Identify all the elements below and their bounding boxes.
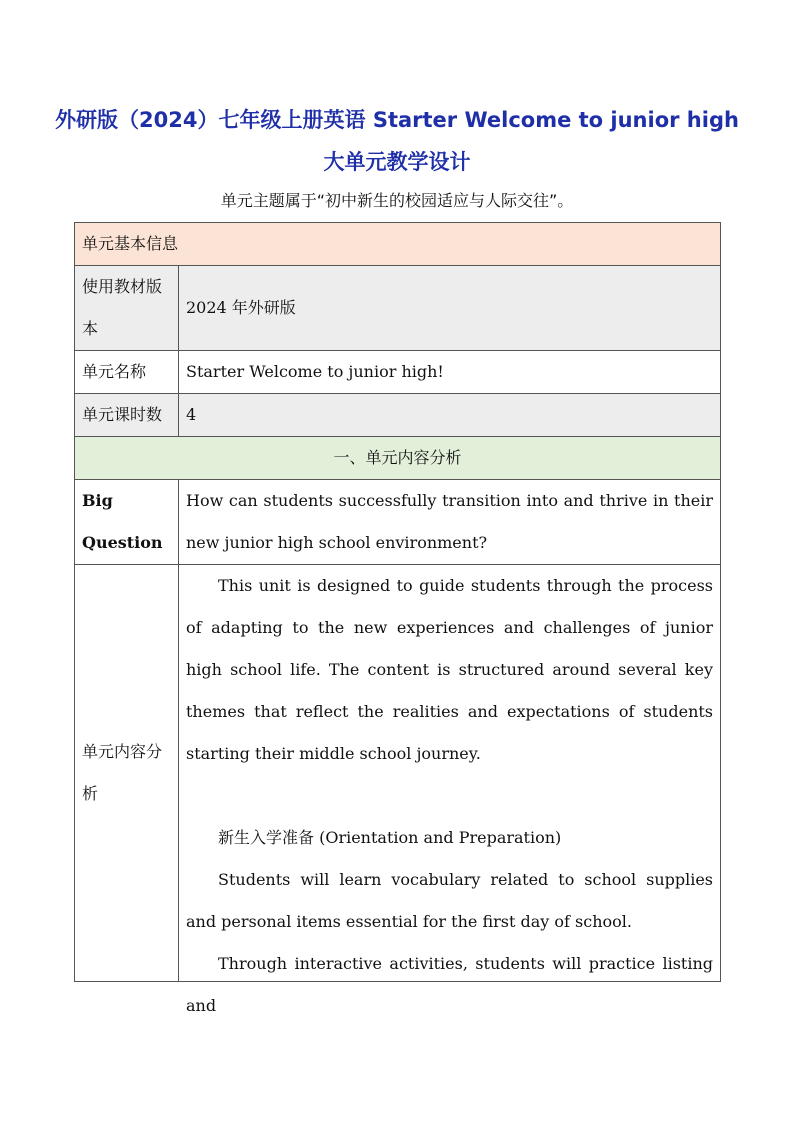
table-row-big-question — [75, 480, 721, 565]
table-row-hours — [75, 394, 721, 437]
table-section-header-row — [75, 223, 721, 266]
content-paragraph-orientation-heading: 新生入学准备 (Orientation and Preparation) — [218, 828, 562, 847]
unit-theme-subtitle: 单元主题属于“初中新生的校园适应与人际交往”。 — [220, 191, 574, 210]
table-row-unit-name — [75, 351, 721, 394]
paragraph-spacer — [186, 775, 713, 817]
textbook-value: 2024 年外研版 — [179, 266, 721, 351]
hours-label: 单元课时数 — [75, 394, 179, 437]
big-question-value — [179, 480, 721, 565]
table-row-content-analysis — [75, 565, 721, 982]
table-analysis-header-row — [75, 437, 721, 480]
big-question-text: How can students successfully transition into and thrive in their new junior high school environment? — [186, 491, 714, 552]
content-paragraph-intro: This unit is designed to guide students through the process of adapting to the new experiences and challenges of junior high school life. The content is structured around several key themes that reflect the realities and expectations of students starting their middle school journey. — [186, 576, 714, 763]
content-analysis-value — [179, 565, 721, 1015]
unit-name-value: Starter Welcome to junior high! — [179, 351, 721, 394]
textbook-label: 使用教材版本 — [75, 266, 179, 351]
big-question-label: Big Question — [75, 480, 179, 565]
section-header-basic-info: 单元基本信息 — [75, 223, 721, 266]
unit-name-label: 单元名称 — [75, 351, 179, 394]
section-header-content-analysis: 一、单元内容分析 — [75, 437, 721, 480]
document-title-line-2: 大单元教学设计 — [323, 150, 471, 174]
unit-info-table — [74, 222, 721, 1015]
hours-value: 4 — [179, 394, 721, 437]
table-row-textbook — [75, 266, 721, 351]
content-analysis-label: 单元内容分析 — [75, 565, 179, 982]
document-title-line-1: 外研版（2024）七年级上册英语 Starter Welcome to junior high — [55, 108, 739, 132]
content-paragraph-activities: Through interactive activities, students will practice listing and — [186, 954, 714, 1015]
content-paragraph-vocabulary: Students will learn vocabulary related to school supplies and personal items essential for the first day of school. — [186, 870, 714, 931]
